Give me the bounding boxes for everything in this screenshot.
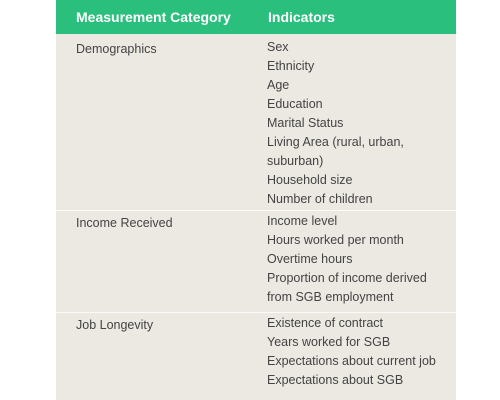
- indicator-item: Expectations about SGB: [267, 373, 404, 387]
- indicator-list: [267, 314, 453, 390]
- table-row-income-received: [56, 212, 456, 311]
- indicator-item: Household size: [267, 173, 353, 187]
- indicator-item: Overtime hours: [267, 252, 353, 266]
- indicator-item: Existence of contract: [267, 316, 384, 330]
- category-cell: Demographics: [76, 42, 157, 56]
- indicator-item: Hours worked per month: [267, 233, 404, 247]
- header-indicators: Indicators: [268, 9, 335, 25]
- row-divider: [56, 312, 456, 313]
- indicator-item: Marital Status: [267, 116, 344, 130]
- indicator-item: Age: [267, 78, 290, 92]
- table-row-demographics: [56, 38, 456, 210]
- indicator-item: Number of children: [267, 192, 373, 206]
- indicator-item: Ethnicity: [267, 59, 315, 73]
- indicator-item: Proportion of income derived: [267, 271, 427, 285]
- indicator-item: from SGB employment: [267, 290, 394, 304]
- table-header: [56, 0, 456, 34]
- measurement-table: [56, 0, 456, 400]
- header-measurement-category: Measurement Category: [76, 9, 231, 25]
- indicator-item: Expectations about current job: [267, 354, 436, 368]
- indicator-item: Sex: [267, 40, 289, 54]
- indicator-item: Years worked for SGB: [267, 335, 391, 349]
- category-cell: Job Longevity: [76, 318, 154, 332]
- indicator-item: Education: [267, 97, 323, 111]
- row-divider: [56, 210, 456, 211]
- category-cell: Income Received: [76, 216, 173, 230]
- indicator-item: Living Area (rural, urban,: [267, 135, 404, 149]
- indicator-list: [267, 212, 453, 307]
- table-row-job-longevity: [56, 314, 456, 400]
- indicator-list: [267, 38, 453, 209]
- indicator-item: Income level: [267, 214, 338, 228]
- indicator-item: suburban): [267, 154, 324, 168]
